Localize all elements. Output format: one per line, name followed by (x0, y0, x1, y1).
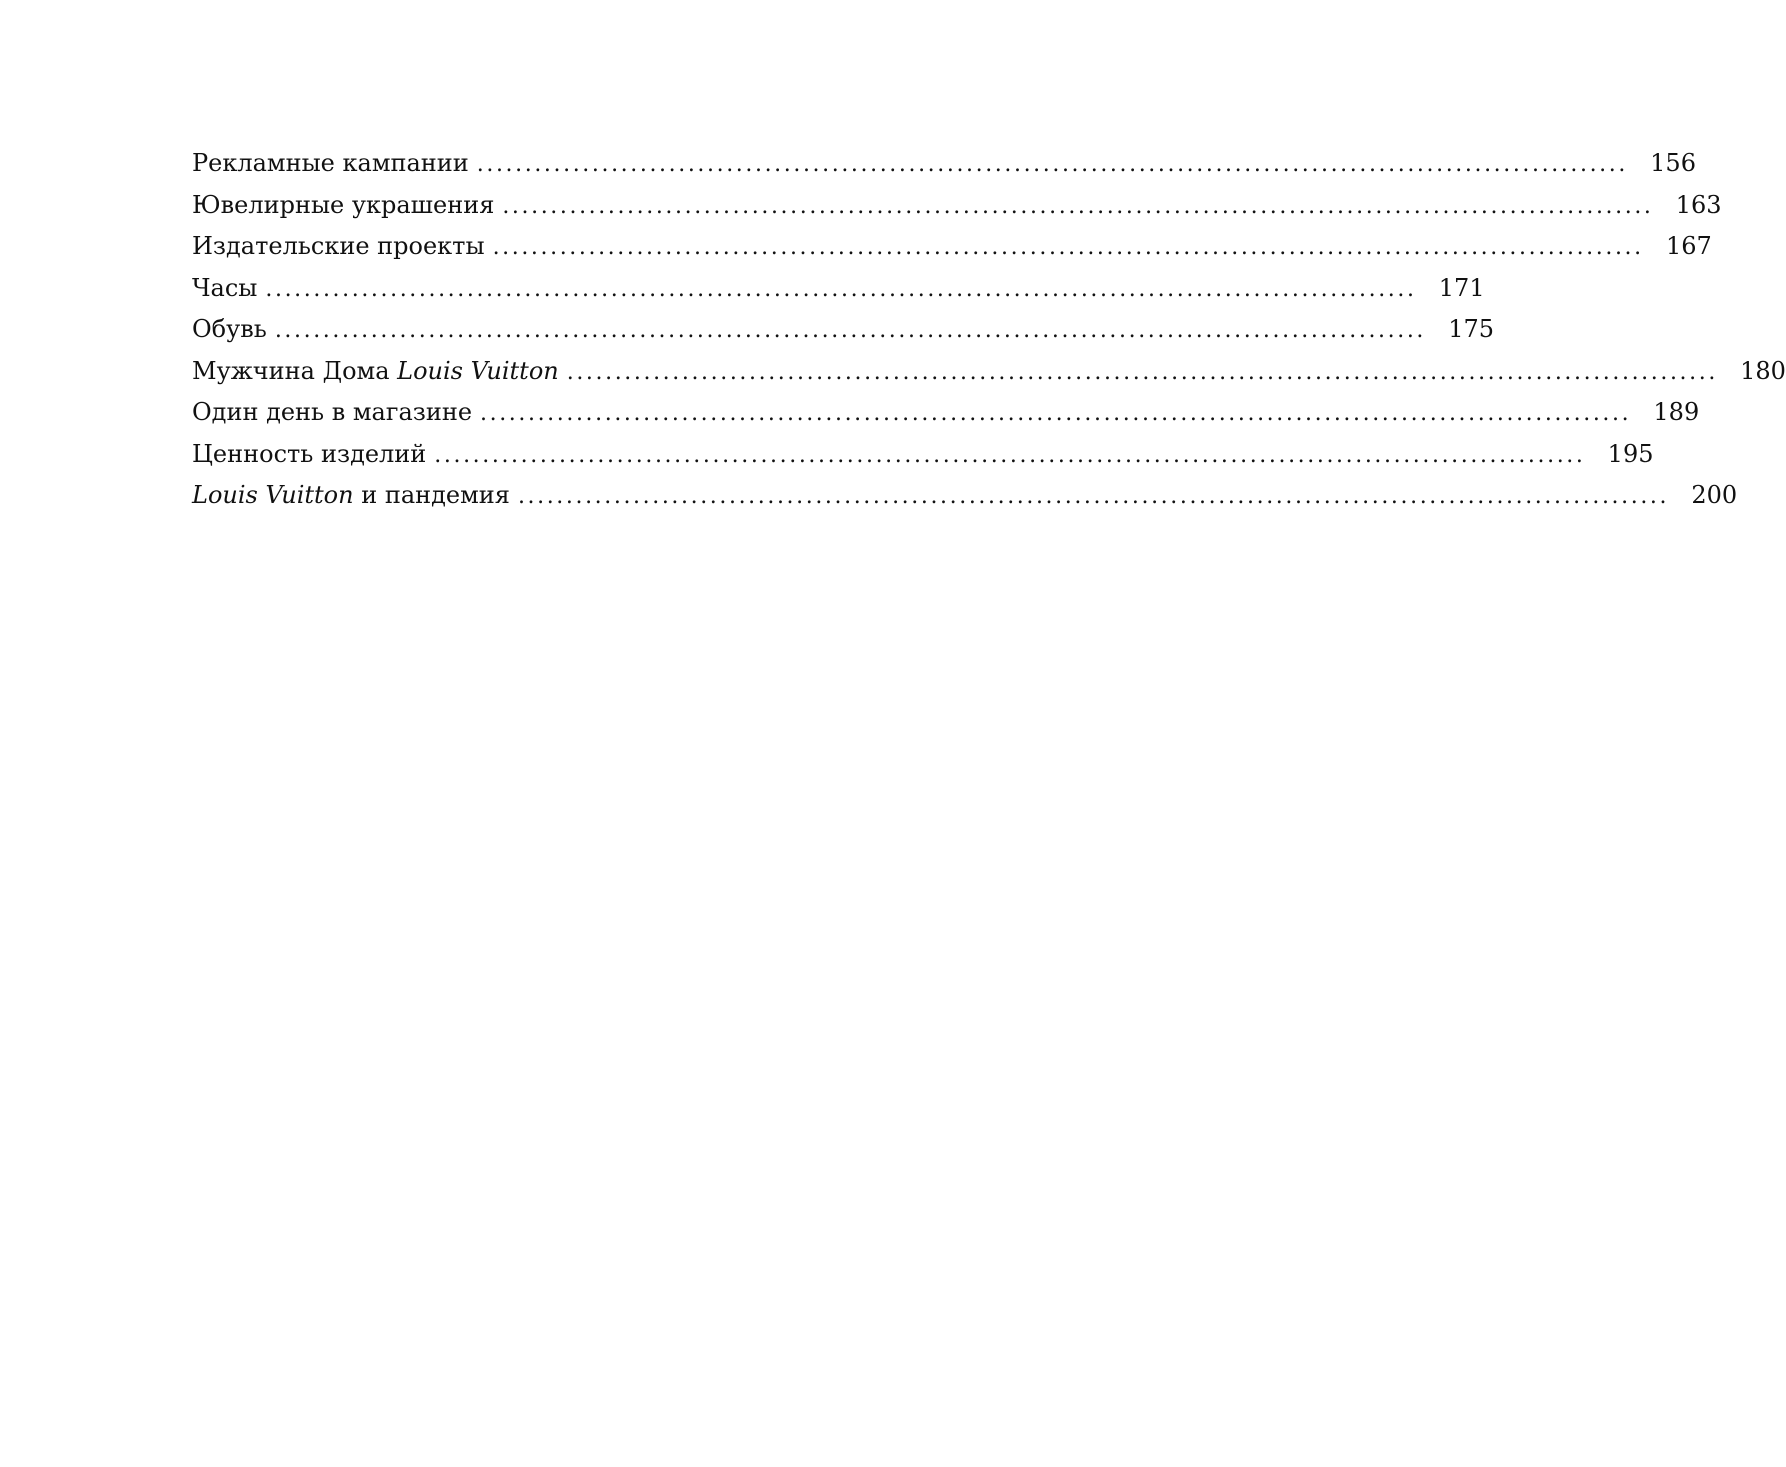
dot-leader: ........................................................................................................................ (274, 318, 1427, 343)
toc-entry[interactable] (192, 268, 1485, 310)
toc-page-number: 180 (1740, 356, 1786, 385)
toc-entry-title: Часы (192, 273, 258, 302)
toc-entry[interactable] (192, 392, 1700, 434)
toc-page-number: 175 (1448, 315, 1495, 343)
toc-entry-title: Ценность изделий (192, 439, 427, 468)
toc-page-number: 167 (1665, 232, 1712, 260)
dot-leader: ........................................................................................................................ (566, 359, 1718, 385)
toc-entry-title: Мужчина Дома Louis Vuitton (192, 356, 559, 385)
dot-leader: ........................................................................................................................ (434, 442, 1586, 468)
toc-entry-title: Рекламные кампании (192, 149, 469, 177)
toc-page-number: 189 (1653, 398, 1700, 426)
dot-leader: ........................................................................................................................ (517, 484, 1670, 509)
toc-entry-title: Один день в магазине (192, 398, 473, 426)
table-of-contents (192, 143, 1786, 517)
dot-leader: ........................................................................................................................ (492, 235, 1644, 260)
toc-entry[interactable] (192, 434, 1654, 476)
toc-page-number: 195 (1607, 439, 1654, 468)
toc-entry[interactable] (192, 143, 1696, 185)
toc-page-number: 156 (1650, 149, 1696, 177)
dot-leader: ........................................................................................................................ (265, 276, 1417, 302)
toc-entry-title: Louis Vuitton и пандемия (192, 481, 510, 509)
toc-entry-title: Обувь (192, 315, 267, 343)
toc-entry-title: Издательские проекты (192, 232, 485, 260)
toc-entry[interactable] (192, 309, 1495, 351)
toc-entry-title: Ювелирные украшения (192, 190, 495, 219)
toc-entry[interactable] (192, 185, 1722, 227)
dot-leader: ........................................................................................................................ (480, 401, 1632, 426)
toc-entry[interactable] (192, 226, 1712, 268)
toc-page-number: 163 (1675, 190, 1722, 219)
toc-page-number: 171 (1438, 273, 1485, 302)
dot-leader: ........................................................................................................................ (502, 193, 1654, 219)
toc-entry[interactable] (192, 351, 1786, 393)
dot-leader: ........................................................................................................................ (476, 152, 1628, 177)
toc-entry[interactable] (192, 475, 1738, 517)
toc-page-number: 200 (1691, 481, 1738, 509)
